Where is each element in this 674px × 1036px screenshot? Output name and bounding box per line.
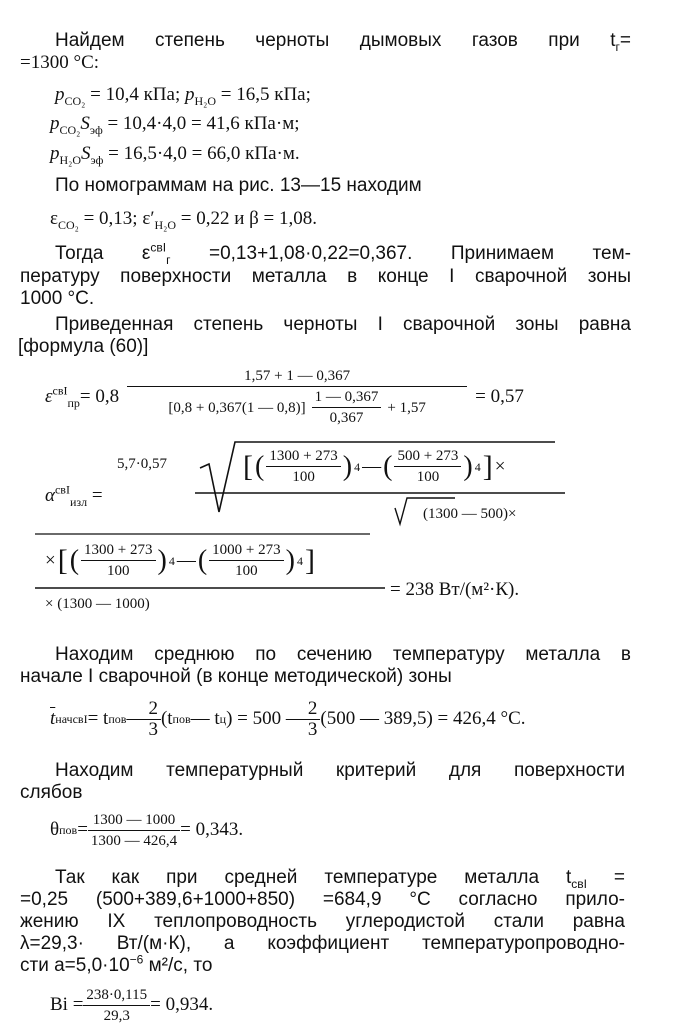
bi-formula [50, 982, 213, 1028]
intro-line-1 [55, 30, 631, 52]
f3-num: 1300 + 273 [81, 540, 155, 561]
nomo-text: По номограммам на рис. 13—15 находим [55, 175, 422, 196]
tak-line-2: =0,25 (500+389,6+1000+850) =684,9 °C согласно прило- [20, 889, 625, 910]
t-frac-1 [145, 699, 161, 740]
f2-den: 100 [416, 469, 440, 485]
togda-a1: Тогда ε [55, 243, 151, 264]
eps-pr-formula [45, 362, 524, 432]
sub-co2-2: CO₂ [59, 122, 81, 137]
f1 [266, 446, 340, 487]
t-frac2-den: 3 [307, 718, 318, 740]
nahodim2-line-2: слябов [20, 782, 83, 803]
pco2-s-value: = 10,4·4,0 = 41,6 кПа·м; [102, 113, 300, 134]
theta-formula: θ пов = $\frac{1300 — 1000}{1300 — 426,4}$ = 0,343. [50, 811, 244, 849]
priv-line-1: Приведенная степень черноты I сварочной зоны равна [55, 314, 631, 335]
theta-eq: = [77, 819, 88, 840]
eps-pr-lhs [45, 383, 80, 410]
t-paren2: — t [190, 708, 220, 729]
t-paren3: ) = 500 — [226, 708, 305, 729]
f3-den: 100 [107, 563, 130, 579]
alpha-eq: = [87, 485, 103, 506]
f2-num: 500 + 273 [394, 446, 461, 467]
nahodim1-line-1: Находим среднюю по сечению температуру металла в [55, 644, 631, 665]
theta-result: = 0,343. [180, 819, 244, 840]
tak-l5a: сти a=5,0·10 [20, 955, 130, 976]
f1-num: 1300 + 273 [266, 446, 340, 467]
eps-symbol: ε [50, 208, 58, 229]
alpha-den2: × (1300 — 1000) [45, 596, 150, 612]
eps-h2o-sub: H₂O [154, 217, 176, 232]
intro-line-2: =1300 °C: [20, 52, 100, 73]
pressure-line [55, 84, 311, 106]
eps-pr-symbol: ε [45, 386, 53, 407]
sub-ef-2: эф [90, 152, 104, 167]
sub-h2o-2: H₂O [59, 152, 82, 167]
f4-num: 1000 + 273 [209, 540, 283, 561]
alpha-c-times: × [45, 549, 56, 571]
alpha-coef: 5,7·0,57 [117, 456, 167, 472]
alpha-lhs [45, 482, 103, 509]
t-minus: — [126, 708, 146, 729]
f4-den: 100 [235, 563, 258, 579]
ph2o-s-value: = 16,5·4,0 = 66,0 кПа·м. [103, 143, 300, 164]
t-nach-formula: $\overline{t}$ нач свI = t пов — $\frac{2}{3}$ (t пов — t ц ) = 500 — $\frac{2}{3}$ (500 — 389,5) = 426,4 °C. [50, 697, 526, 740]
ph2o-s-line [50, 143, 300, 165]
tak-l1-eq: = [586, 867, 625, 888]
p-h2o-value: = 16,5 кПа; [216, 84, 311, 105]
eps-pr-inner-frac [312, 387, 382, 428]
nahodim1-line-2: начале I сварочной (в конце методической) зоны [20, 666, 452, 687]
sub-co2: CO₂ [64, 93, 86, 108]
theta-den: 1300 — 426,4 [90, 832, 178, 849]
tak-l5-sup: −6 [129, 952, 144, 967]
f4 [209, 540, 283, 581]
priv-line-2: [формула (60)] [18, 336, 149, 357]
bi-num: 238·0,115 [83, 985, 150, 1006]
togda-sub: г [166, 252, 171, 267]
nahodim2-line-1: Находим температурный критерий для поверхности [55, 760, 625, 781]
alpha-times: × [494, 455, 506, 477]
eps-pr-inner-num: 1 — 0,367 [312, 387, 382, 408]
alpha-sup: свI [54, 482, 70, 497]
alpha-bracket-2: × [ ( $\frac{1300 + 273}{100}$ ) 4 — ( $\frac{1000 + 273}{100}$ ) 4 ] [45, 542, 315, 579]
t-frac-den: 3 [148, 718, 158, 740]
bi-den: 29,3 [103, 1007, 130, 1024]
t-frac-num: 2 [145, 699, 161, 720]
alpha-bracket-1: [ ( $\frac{1300 + 273}{100}$ ) 4 — ( $\frac{500 + 273}{100}$ ) 4 ] × [243, 448, 506, 485]
tak-l5b: м²/с, то [143, 955, 213, 976]
eps-pr-den-b: + 1,57 [387, 399, 426, 416]
t-tail: (500 — 389,5) = 426,4 °C. [320, 708, 526, 729]
t-paren: (t [160, 708, 173, 729]
tak-line-1 [55, 867, 625, 889]
sub-ef: эф [89, 122, 103, 137]
f3 [81, 540, 155, 581]
intro-text: Найдем степень черноты дымовых газов при t [55, 30, 616, 51]
t-eq: = t [87, 708, 109, 729]
s-symbol: S [80, 113, 90, 134]
theta-symbol: θ [50, 819, 60, 840]
eps-pr-fraction [127, 366, 467, 428]
eps-co2-sub: CO₂ [57, 217, 79, 232]
alpha-den: (1300 — 500)× [423, 506, 517, 522]
p-co2-value: = 10,4 кПа; [85, 84, 185, 105]
eps-pr-sub: пр [67, 395, 80, 410]
alpha-result: = 238 Вт/(м²·К). [390, 579, 520, 600]
eps-pr-num: 1,57 + 1 — 0,367 [127, 366, 467, 387]
p-symbol: p [55, 84, 65, 105]
p-symbol-2: p [185, 84, 195, 105]
t-symbol: $\overline{t}$ [50, 708, 56, 729]
togda-sup: свI [150, 240, 167, 255]
intro-sub: г [615, 39, 620, 54]
eps-pr-den-a: [0,8 + 0,367(1 — 0,8)] [168, 399, 306, 416]
tak-line-3: жению IX теплопроводность углеродистой стали равна [20, 911, 625, 932]
togda-line-3: 1000 °C. [20, 288, 95, 309]
eps-pr-inner-den: 0,367 [329, 410, 364, 426]
eps-pr-sup: свI [52, 383, 68, 398]
eps-pr-eq: = 0,8 [79, 386, 120, 407]
alpha-sub: изл [69, 494, 88, 509]
eps-pr-result: = 0,57 [475, 386, 524, 407]
pco2-s-line [50, 113, 300, 135]
bi-lhs: Bi = [50, 994, 84, 1015]
p-symbol-4: p [50, 143, 60, 164]
tak-l1-sub: свI [571, 876, 587, 891]
bi-frac [83, 985, 150, 1026]
togda-line-1 [55, 240, 631, 267]
tak-line-4: λ=29,3· Вт/(м·К), а коэффициент температуропроводно- [20, 933, 625, 954]
t-frac-2 [305, 699, 321, 740]
p-symbol-3: p [50, 113, 60, 134]
eps-pr-den [127, 387, 467, 428]
f1-den: 100 [292, 469, 315, 485]
togda-rest: =0,13+1,08·0,22=0,367. Принимаем тем- [170, 243, 631, 264]
togda-line-2: пературу поверхности металла в конце I сварочной зоны [20, 266, 631, 287]
theta-frac [88, 810, 180, 851]
theta-num: 1300 — 1000 [88, 810, 180, 831]
intro-eq: = [619, 30, 631, 51]
tak-line-5 [20, 952, 213, 977]
eps-co2-val: = 0,13; ε′ [78, 208, 155, 229]
bi-result: = 0,934. [150, 994, 214, 1015]
sub-h2o: H₂O [194, 93, 217, 108]
f2 [394, 446, 461, 487]
t-frac2-num: 2 [305, 699, 321, 720]
alpha-symbol: α [45, 485, 55, 506]
eps-h2o-val: = 0,22 и β = 1,08. [176, 208, 318, 229]
tak-l1: Так как при средней температуре металла t [55, 867, 572, 888]
eps-line [50, 208, 317, 230]
s-symbol-2: S [81, 143, 91, 164]
